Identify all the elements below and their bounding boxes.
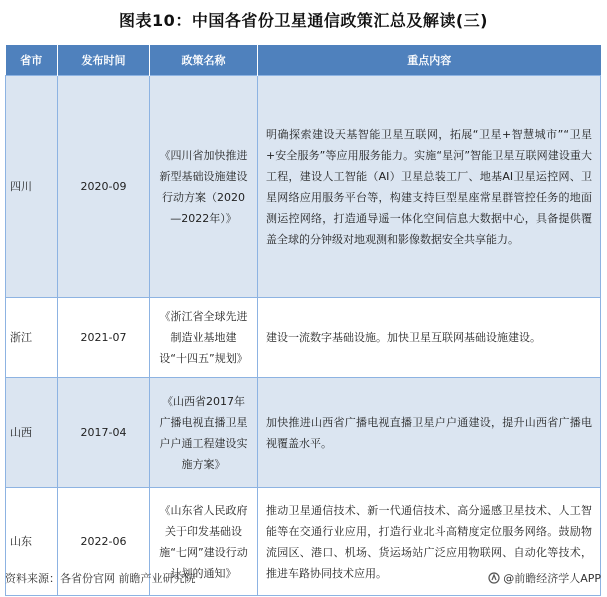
table-header-row	[6, 45, 601, 76]
cell-policy-name: 《四川省加快推进新型基础设施建设行动方案（2020—2022年）》	[150, 76, 258, 298]
policy-table	[5, 45, 601, 596]
brand-text: @前瞻经济学人APP	[503, 572, 601, 585]
brand-credit	[488, 570, 601, 586]
cell-policy-name: 《浙江省全球先进制造业基地建设“十四五”规划》	[150, 298, 258, 378]
header-policy-name: 政策名称	[150, 45, 258, 76]
header-key-content: 重点内容	[258, 45, 601, 76]
cell-policy-name: 《山西省2017年广播电视直播卫星户户通工程建设实施方案》	[150, 378, 258, 488]
cell-key-content: 加快推进山西省广播电视直播卫星户户通建设，提升山西省广播电视覆盖水平。	[258, 378, 601, 488]
table-row	[6, 298, 601, 378]
header-date: 发布时间	[58, 45, 150, 76]
cell-key-content: 推动卫星通信技术、新一代通信技术、高分遥感卫星技术、人工智能等在交通行业应用，打造行业北斗高精度定位服务网络。鼓励物流园区、港口、机场、货运场站广泛应用物联网、自动化等技术，推进车路协同技术应用。	[258, 488, 601, 596]
cell-province: 四川	[6, 76, 58, 298]
cell-province: 山东	[6, 488, 58, 596]
cell-policy-name: 《山东省人民政府关于印发基础设施“七网”建设行动计划的通知》	[150, 488, 258, 596]
brand-logo-icon	[488, 572, 500, 584]
header-province: 省市	[6, 45, 58, 76]
footer	[5, 570, 601, 586]
cell-date: 2022-06	[58, 488, 150, 596]
cell-key-content: 建设一流数字基础设施。加快卫星互联网基础设施建设。	[258, 298, 601, 378]
cell-date: 2020-09	[58, 76, 150, 298]
cell-date: 2021-07	[58, 298, 150, 378]
page-title: 图表10：中国各省份卫星通信政策汇总及解读(三)	[119, 11, 488, 30]
cell-province: 山西	[6, 378, 58, 488]
source-note: 资料来源：各省份官网 前瞻产业研究院	[5, 572, 196, 585]
cell-key-content: 明确探索建设天基智能卫星互联网，拓展“卫星+智慧城市”“卫星+安全服务”等应用服务能力。实施“星河”智能卫星互联网建设重大工程，建设人工智能（AI）卫星总装工厂、地基AI卫星运控网、卫星网络应用服务平台等，构建支持巨型星座常星群管控任务的地面测运控网络，打造通导遥一体化空间信息大数据中心，具备提供覆盖全球的分钟级对地观测和影像数据安全共享能力。	[258, 76, 601, 298]
table-row	[6, 378, 601, 488]
cell-province: 浙江	[6, 298, 58, 378]
cell-date: 2017-04	[58, 378, 150, 488]
table-row	[6, 76, 601, 298]
